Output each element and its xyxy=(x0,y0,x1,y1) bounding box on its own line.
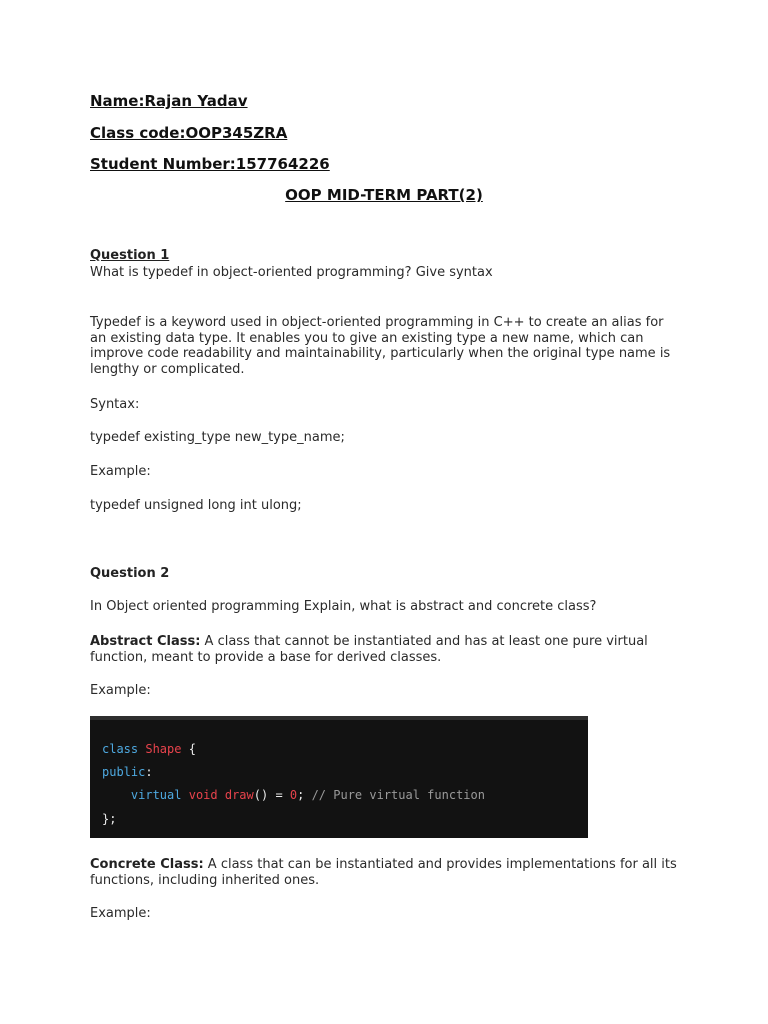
code-block xyxy=(90,716,588,838)
abstract-class-term: Abstract Class: xyxy=(90,634,201,649)
class-code: Class code:OOP345ZRA xyxy=(90,124,288,142)
code-line-2: public: xyxy=(102,765,153,779)
example-label-abstract: Example: xyxy=(90,683,151,698)
concrete-class-text: A class that can be instantiated and provides implementations for all its functions, including inherited ones. xyxy=(90,857,677,888)
example-text-q1: typedef unsigned long int ulong; xyxy=(90,498,302,513)
code-line-1: class Shape { xyxy=(102,742,196,756)
student-number: Student Number:157764226 xyxy=(90,155,330,173)
question-1-label: Question 1 xyxy=(90,248,170,263)
concrete-class-term: Concrete Class: xyxy=(90,857,204,872)
syntax-text: typedef existing_type new_type_name; xyxy=(90,430,345,445)
code-line-4: }; xyxy=(102,812,117,826)
abstract-class-definition xyxy=(90,634,680,665)
example-label-q1: Example: xyxy=(90,464,151,479)
question-2-text: In Object oriented programming Explain, what is abstract and concrete class? xyxy=(90,599,597,614)
document-title: OOP MID-TERM PART(2) xyxy=(285,186,483,204)
syntax-label: Syntax: xyxy=(90,397,140,412)
code-line-3: virtual void draw() = 0; // Pure virtual function xyxy=(130,788,485,802)
question-1-text: What is typedef in object-oriented programming? Give syntax xyxy=(90,265,493,280)
student-name: Name:Rajan Yadav xyxy=(90,92,248,110)
concrete-class-definition xyxy=(90,857,680,888)
question-1-answer: Typedef is a keyword used in object-oriented programming in C++ to create an alias for an existing data type. It enables you to give an existing type a new name, which can improve code readability and maintainability, particularly when the original type name is lengthy or complicated. xyxy=(90,315,671,377)
example-label-concrete: Example: xyxy=(90,906,151,921)
question-2-label: Question 2 xyxy=(90,566,170,581)
abstract-class-text: A class that cannot be instantiated and has at least one pure virtual function, meant to provide a base for derived classes. xyxy=(90,634,648,665)
